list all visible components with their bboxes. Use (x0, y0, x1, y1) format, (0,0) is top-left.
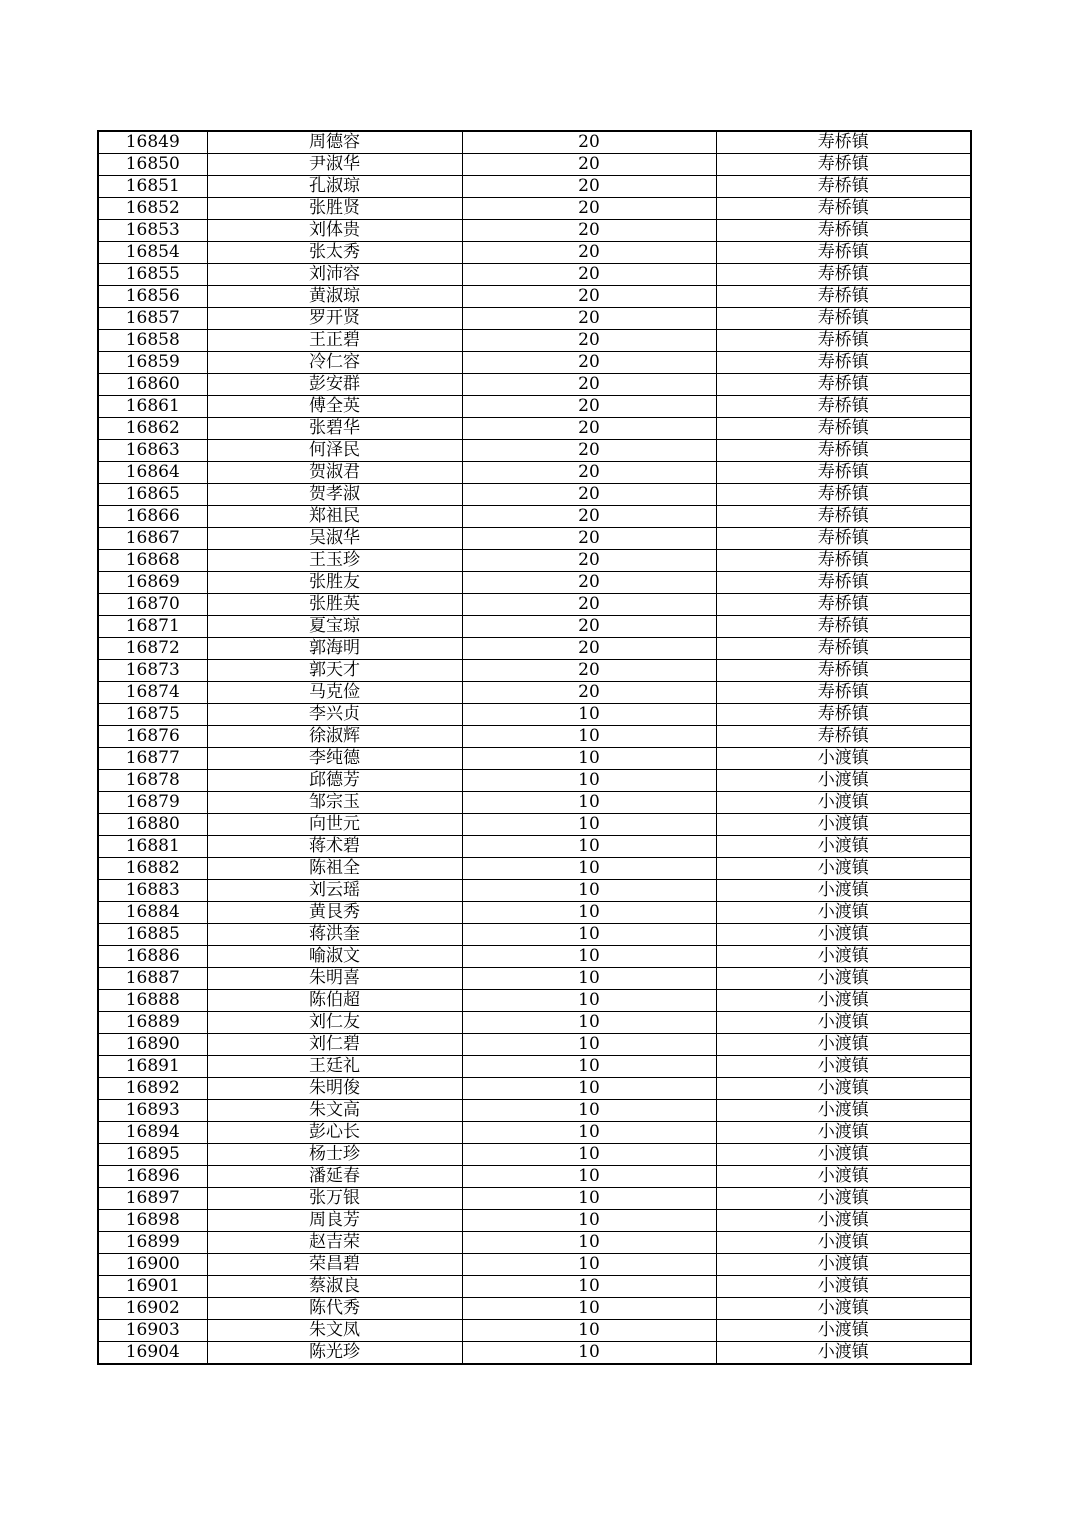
row-number-cell: 16896 (98, 1166, 207, 1188)
row-number-cell: 16863 (98, 440, 207, 462)
table-row (98, 1232, 971, 1254)
amount-cell: 10 (462, 968, 716, 990)
row-number-cell: 16887 (98, 968, 207, 990)
person-name-cell: 刘仁碧 (207, 1034, 462, 1056)
person-name-cell: 贺淑君 (207, 462, 462, 484)
table-row (98, 418, 971, 440)
row-number-cell: 16855 (98, 264, 207, 286)
row-number-cell: 16889 (98, 1012, 207, 1034)
person-name-cell: 张胜贤 (207, 198, 462, 220)
table-row (98, 1298, 971, 1320)
amount-cell: 10 (462, 770, 716, 792)
row-number-cell: 16877 (98, 748, 207, 770)
row-number-cell: 16852 (98, 198, 207, 220)
table-row (98, 484, 971, 506)
table-row (98, 1078, 971, 1100)
row-number-cell: 16886 (98, 946, 207, 968)
table-row (98, 396, 971, 418)
town-cell: 小渡镇 (716, 792, 971, 814)
person-name-cell: 邹宗玉 (207, 792, 462, 814)
row-number-cell: 16851 (98, 176, 207, 198)
table-row (98, 880, 971, 902)
table-row (98, 330, 971, 352)
table-row (98, 440, 971, 462)
row-number-cell: 16859 (98, 352, 207, 374)
row-number-cell: 16892 (98, 1078, 207, 1100)
person-name-cell: 朱文高 (207, 1100, 462, 1122)
town-cell: 小渡镇 (716, 1298, 971, 1320)
amount-cell: 20 (462, 286, 716, 308)
row-number-cell: 16891 (98, 1056, 207, 1078)
person-name-cell: 周良芳 (207, 1210, 462, 1232)
amount-cell: 10 (462, 1100, 716, 1122)
table-row (98, 374, 971, 396)
amount-cell: 20 (462, 682, 716, 704)
amount-cell: 10 (462, 946, 716, 968)
amount-cell: 20 (462, 550, 716, 572)
person-name-cell: 何泽民 (207, 440, 462, 462)
amount-cell: 20 (462, 616, 716, 638)
person-name-cell: 刘仁友 (207, 1012, 462, 1034)
town-cell: 寿桥镇 (716, 462, 971, 484)
row-number-cell: 16880 (98, 814, 207, 836)
row-number-cell: 16890 (98, 1034, 207, 1056)
person-name-cell: 陈代秀 (207, 1298, 462, 1320)
town-cell: 小渡镇 (716, 1210, 971, 1232)
table-row (98, 1012, 971, 1034)
table-row (98, 1056, 971, 1078)
table-row (98, 572, 971, 594)
town-cell: 小渡镇 (716, 1342, 971, 1365)
row-number-cell: 16858 (98, 330, 207, 352)
person-name-cell: 蒋术碧 (207, 836, 462, 858)
table-row (98, 1254, 971, 1276)
row-number-cell: 16902 (98, 1298, 207, 1320)
table-row (98, 176, 971, 198)
town-cell: 寿桥镇 (716, 352, 971, 374)
table-row (98, 220, 971, 242)
amount-cell: 10 (462, 1122, 716, 1144)
row-number-cell: 16853 (98, 220, 207, 242)
row-number-cell: 16900 (98, 1254, 207, 1276)
row-number-cell: 16865 (98, 484, 207, 506)
table-row (98, 638, 971, 660)
amount-cell: 10 (462, 1144, 716, 1166)
person-name-cell: 陈祖全 (207, 858, 462, 880)
person-name-cell: 冷仁容 (207, 352, 462, 374)
table-row (98, 264, 971, 286)
town-cell: 小渡镇 (716, 814, 971, 836)
town-cell: 寿桥镇 (716, 726, 971, 748)
table-row (98, 1342, 971, 1365)
person-name-cell: 潘延春 (207, 1166, 462, 1188)
person-name-cell: 彭安群 (207, 374, 462, 396)
person-name-cell: 张胜友 (207, 572, 462, 594)
roster-table-body (98, 131, 971, 1364)
row-number-cell: 16849 (98, 131, 207, 154)
town-cell: 小渡镇 (716, 946, 971, 968)
row-number-cell: 16874 (98, 682, 207, 704)
person-name-cell: 杨士珍 (207, 1144, 462, 1166)
person-name-cell: 刘沛容 (207, 264, 462, 286)
amount-cell: 20 (462, 440, 716, 462)
row-number-cell: 16861 (98, 396, 207, 418)
amount-cell: 10 (462, 902, 716, 924)
table-row (98, 1034, 971, 1056)
roster-table (97, 130, 972, 1365)
table-row (98, 1188, 971, 1210)
amount-cell: 20 (462, 660, 716, 682)
table-row (98, 286, 971, 308)
person-name-cell: 张胜英 (207, 594, 462, 616)
amount-cell: 20 (462, 264, 716, 286)
table-row (98, 506, 971, 528)
row-number-cell: 16866 (98, 506, 207, 528)
row-number-cell: 16904 (98, 1342, 207, 1365)
person-name-cell: 王玉珍 (207, 550, 462, 572)
town-cell: 小渡镇 (716, 902, 971, 924)
town-cell: 寿桥镇 (716, 682, 971, 704)
amount-cell: 10 (462, 1320, 716, 1342)
person-name-cell: 贺孝淑 (207, 484, 462, 506)
row-number-cell: 16903 (98, 1320, 207, 1342)
amount-cell: 10 (462, 990, 716, 1012)
row-number-cell: 16854 (98, 242, 207, 264)
row-number-cell: 16883 (98, 880, 207, 902)
table-row (98, 1100, 971, 1122)
person-name-cell: 傅全英 (207, 396, 462, 418)
amount-cell: 10 (462, 704, 716, 726)
table-row (98, 946, 971, 968)
town-cell: 小渡镇 (716, 770, 971, 792)
amount-cell: 10 (462, 858, 716, 880)
town-cell: 寿桥镇 (716, 154, 971, 176)
amount-cell: 20 (462, 352, 716, 374)
amount-cell: 10 (462, 1254, 716, 1276)
table-row (98, 748, 971, 770)
table-row (98, 1144, 971, 1166)
person-name-cell: 郭天才 (207, 660, 462, 682)
row-number-cell: 16897 (98, 1188, 207, 1210)
town-cell: 寿桥镇 (716, 264, 971, 286)
town-cell: 寿桥镇 (716, 242, 971, 264)
row-number-cell: 16894 (98, 1122, 207, 1144)
person-name-cell: 李纯德 (207, 748, 462, 770)
amount-cell: 20 (462, 220, 716, 242)
row-number-cell: 16869 (98, 572, 207, 594)
table-row (98, 792, 971, 814)
person-name-cell: 孔淑琼 (207, 176, 462, 198)
amount-cell: 20 (462, 396, 716, 418)
row-number-cell: 16860 (98, 374, 207, 396)
person-name-cell: 向世元 (207, 814, 462, 836)
table-row (98, 154, 971, 176)
town-cell: 寿桥镇 (716, 616, 971, 638)
table-row (98, 1210, 971, 1232)
town-cell: 寿桥镇 (716, 528, 971, 550)
town-cell: 小渡镇 (716, 836, 971, 858)
person-name-cell: 吴淑华 (207, 528, 462, 550)
town-cell: 小渡镇 (716, 1122, 971, 1144)
amount-cell: 10 (462, 924, 716, 946)
row-number-cell: 16856 (98, 286, 207, 308)
row-number-cell: 16885 (98, 924, 207, 946)
person-name-cell: 朱明俊 (207, 1078, 462, 1100)
amount-cell: 10 (462, 1276, 716, 1298)
amount-cell: 20 (462, 638, 716, 660)
person-name-cell: 蒋洪奎 (207, 924, 462, 946)
table-row (98, 990, 971, 1012)
table-row (98, 198, 971, 220)
town-cell: 寿桥镇 (716, 506, 971, 528)
row-number-cell: 16881 (98, 836, 207, 858)
amount-cell: 10 (462, 1188, 716, 1210)
table-row (98, 968, 971, 990)
amount-cell: 20 (462, 308, 716, 330)
amount-cell: 20 (462, 572, 716, 594)
amount-cell: 10 (462, 1034, 716, 1056)
amount-cell: 10 (462, 1210, 716, 1232)
amount-cell: 10 (462, 726, 716, 748)
table-row (98, 682, 971, 704)
person-name-cell: 王廷礼 (207, 1056, 462, 1078)
amount-cell: 10 (462, 1232, 716, 1254)
row-number-cell: 16870 (98, 594, 207, 616)
table-row (98, 308, 971, 330)
row-number-cell: 16857 (98, 308, 207, 330)
person-name-cell: 蔡淑良 (207, 1276, 462, 1298)
amount-cell: 20 (462, 330, 716, 352)
row-number-cell: 16850 (98, 154, 207, 176)
table-row (98, 814, 971, 836)
town-cell: 寿桥镇 (716, 484, 971, 506)
town-cell: 寿桥镇 (716, 374, 971, 396)
table-row (98, 550, 971, 572)
town-cell: 小渡镇 (716, 1078, 971, 1100)
table-row (98, 726, 971, 748)
town-cell: 寿桥镇 (716, 396, 971, 418)
person-name-cell: 夏宝琼 (207, 616, 462, 638)
row-number-cell: 16867 (98, 528, 207, 550)
row-number-cell: 16893 (98, 1100, 207, 1122)
person-name-cell: 张太秀 (207, 242, 462, 264)
row-number-cell: 16862 (98, 418, 207, 440)
row-number-cell: 16875 (98, 704, 207, 726)
amount-cell: 20 (462, 242, 716, 264)
table-row (98, 352, 971, 374)
town-cell: 小渡镇 (716, 1166, 971, 1188)
row-number-cell: 16868 (98, 550, 207, 572)
person-name-cell: 尹淑华 (207, 154, 462, 176)
amount-cell: 10 (462, 1012, 716, 1034)
amount-cell: 20 (462, 176, 716, 198)
town-cell: 小渡镇 (716, 748, 971, 770)
town-cell: 寿桥镇 (716, 594, 971, 616)
table-row (98, 1166, 971, 1188)
person-name-cell: 刘云瑶 (207, 880, 462, 902)
table-row (98, 902, 971, 924)
amount-cell: 10 (462, 748, 716, 770)
row-number-cell: 16864 (98, 462, 207, 484)
person-name-cell: 邱德芳 (207, 770, 462, 792)
person-name-cell: 徐淑辉 (207, 726, 462, 748)
town-cell: 小渡镇 (716, 1056, 971, 1078)
town-cell: 小渡镇 (716, 1232, 971, 1254)
row-number-cell: 16871 (98, 616, 207, 638)
person-name-cell: 郑祖民 (207, 506, 462, 528)
town-cell: 小渡镇 (716, 968, 971, 990)
person-name-cell: 陈光珍 (207, 1342, 462, 1365)
amount-cell: 10 (462, 1056, 716, 1078)
row-number-cell: 16873 (98, 660, 207, 682)
amount-cell: 10 (462, 1342, 716, 1365)
table-row (98, 770, 971, 792)
person-name-cell: 郭海明 (207, 638, 462, 660)
table-row (98, 528, 971, 550)
table-row (98, 1122, 971, 1144)
person-name-cell: 朱明喜 (207, 968, 462, 990)
row-number-cell: 16898 (98, 1210, 207, 1232)
table-row (98, 1276, 971, 1298)
table-row (98, 924, 971, 946)
row-number-cell: 16878 (98, 770, 207, 792)
person-name-cell: 荣昌碧 (207, 1254, 462, 1276)
town-cell: 寿桥镇 (716, 660, 971, 682)
row-number-cell: 16876 (98, 726, 207, 748)
person-name-cell: 李兴贞 (207, 704, 462, 726)
table-row (98, 660, 971, 682)
town-cell: 寿桥镇 (716, 131, 971, 154)
town-cell: 小渡镇 (716, 1100, 971, 1122)
town-cell: 小渡镇 (716, 1188, 971, 1210)
town-cell: 寿桥镇 (716, 638, 971, 660)
town-cell: 寿桥镇 (716, 220, 971, 242)
person-name-cell: 陈伯超 (207, 990, 462, 1012)
town-cell: 小渡镇 (716, 1034, 971, 1056)
town-cell: 寿桥镇 (716, 286, 971, 308)
person-name-cell: 喻淑文 (207, 946, 462, 968)
table-row (98, 594, 971, 616)
amount-cell: 20 (462, 198, 716, 220)
town-cell: 寿桥镇 (716, 176, 971, 198)
amount-cell: 20 (462, 154, 716, 176)
person-name-cell: 朱文凤 (207, 1320, 462, 1342)
person-name-cell: 马克俭 (207, 682, 462, 704)
amount-cell: 20 (462, 418, 716, 440)
table-row (98, 836, 971, 858)
person-name-cell: 周德容 (207, 131, 462, 154)
amount-cell: 10 (462, 1298, 716, 1320)
town-cell: 小渡镇 (716, 1276, 971, 1298)
town-cell: 小渡镇 (716, 1320, 971, 1342)
person-name-cell: 彭心长 (207, 1122, 462, 1144)
table-row (98, 1320, 971, 1342)
person-name-cell: 黄淑琼 (207, 286, 462, 308)
town-cell: 寿桥镇 (716, 330, 971, 352)
town-cell: 小渡镇 (716, 858, 971, 880)
amount-cell: 20 (462, 131, 716, 154)
amount-cell: 20 (462, 462, 716, 484)
row-number-cell: 16901 (98, 1276, 207, 1298)
table-row (98, 462, 971, 484)
amount-cell: 20 (462, 484, 716, 506)
person-name-cell: 张万银 (207, 1188, 462, 1210)
amount-cell: 10 (462, 792, 716, 814)
table-row (98, 616, 971, 638)
table-row (98, 858, 971, 880)
town-cell: 寿桥镇 (716, 308, 971, 330)
town-cell: 寿桥镇 (716, 550, 971, 572)
town-cell: 小渡镇 (716, 1254, 971, 1276)
person-name-cell: 王正碧 (207, 330, 462, 352)
row-number-cell: 16879 (98, 792, 207, 814)
row-number-cell: 16872 (98, 638, 207, 660)
table-row (98, 131, 971, 154)
amount-cell: 20 (462, 506, 716, 528)
row-number-cell: 16884 (98, 902, 207, 924)
amount-cell: 10 (462, 880, 716, 902)
person-name-cell: 刘体贵 (207, 220, 462, 242)
town-cell: 寿桥镇 (716, 418, 971, 440)
person-name-cell: 赵吉荣 (207, 1232, 462, 1254)
person-name-cell: 罗开贤 (207, 308, 462, 330)
row-number-cell: 16888 (98, 990, 207, 1012)
table-row (98, 704, 971, 726)
amount-cell: 20 (462, 374, 716, 396)
row-number-cell: 16899 (98, 1232, 207, 1254)
row-number-cell: 16895 (98, 1144, 207, 1166)
amount-cell: 20 (462, 594, 716, 616)
amount-cell: 10 (462, 1078, 716, 1100)
person-name-cell: 黄艮秀 (207, 902, 462, 924)
table-row (98, 242, 971, 264)
town-cell: 小渡镇 (716, 1012, 971, 1034)
amount-cell: 20 (462, 528, 716, 550)
town-cell: 寿桥镇 (716, 704, 971, 726)
town-cell: 寿桥镇 (716, 440, 971, 462)
town-cell: 小渡镇 (716, 990, 971, 1012)
row-number-cell: 16882 (98, 858, 207, 880)
town-cell: 小渡镇 (716, 880, 971, 902)
amount-cell: 10 (462, 836, 716, 858)
town-cell: 小渡镇 (716, 1144, 971, 1166)
person-name-cell: 张碧华 (207, 418, 462, 440)
town-cell: 寿桥镇 (716, 198, 971, 220)
town-cell: 寿桥镇 (716, 572, 971, 594)
amount-cell: 10 (462, 1166, 716, 1188)
town-cell: 小渡镇 (716, 924, 971, 946)
amount-cell: 10 (462, 814, 716, 836)
